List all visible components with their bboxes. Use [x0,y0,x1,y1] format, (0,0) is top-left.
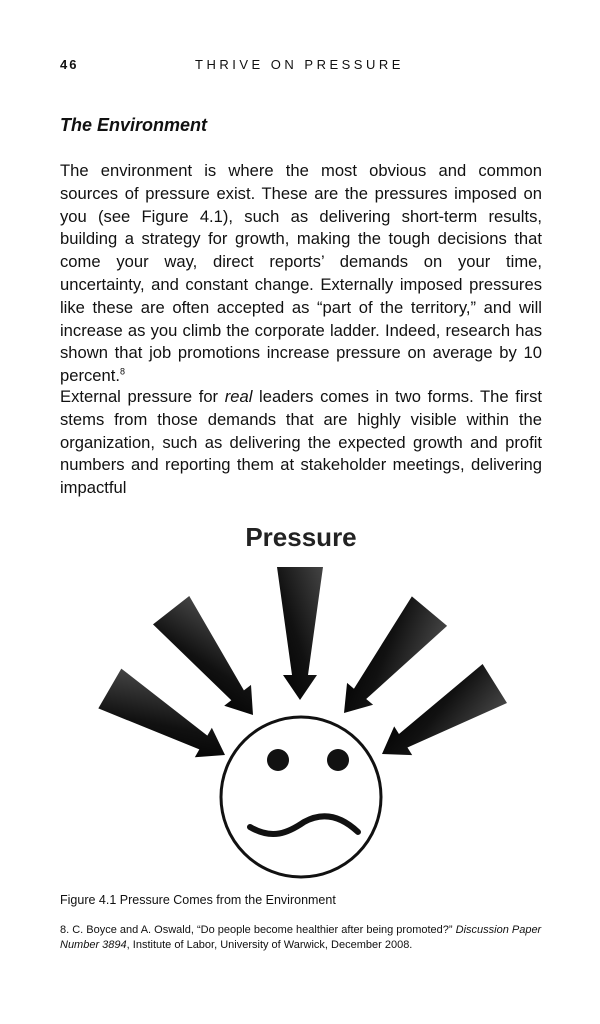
pressure-arrow-icon [370,664,507,773]
footnote-source-title: Discussion Paper Number 3894 [60,924,542,951]
figure-caption: Figure 4.1 Pressure Comes from the Environment [60,893,336,907]
paragraph-2-text-start: External pressure for [60,387,225,406]
footnote-text-end: , Institute of Labor, University of Warwick, December 2008. [126,939,413,951]
pressure-arrow-icon [326,596,447,727]
body-paragraph-1 [60,160,542,388]
paragraph-2-text-end: leaders comes in two forms. The first stems from those demands that are highly visible within the organization, such as delivering the expected growth and profit numbers and reporting them at stakeholder meetings, delivering impactful [60,387,542,498]
paragraph-2-emphasis: real [224,387,253,406]
pressure-arrow-icon [277,567,323,700]
pressure-illustration [60,510,542,885]
body-paragraph-2 [60,386,542,500]
running-title: THRIVE ON PRESSURE [195,57,404,72]
footnote [60,923,542,953]
section-heading: The Environment [60,115,208,135]
footnote-text: 8. C. Boyce and A. Oswald, “Do people become healthier after being promoted?” [60,924,456,936]
page-number: 46 [60,57,79,72]
pressure-figure [60,510,542,885]
paragraph-1-text: The environment is where the most obvious and common sources of pressure exist. These are the pressures imposed on you (see Figure 4.1), such as delivering short-term results, building a strategy for growth, making the tough decisions that come your way, direct reports’ demands on your time, uncertainty, and constant change. Externally imposed pressures like these are often accepted as “part of the territory,” and will increase as you climb the corporate ladder. Indeed, research has shown that job promotions increase pressure on average by 10 percent. [60,161,542,386]
footnote-reference: 8 [119,366,125,377]
figure-title: Pressure [245,522,357,552]
worried-face-icon [221,717,381,877]
